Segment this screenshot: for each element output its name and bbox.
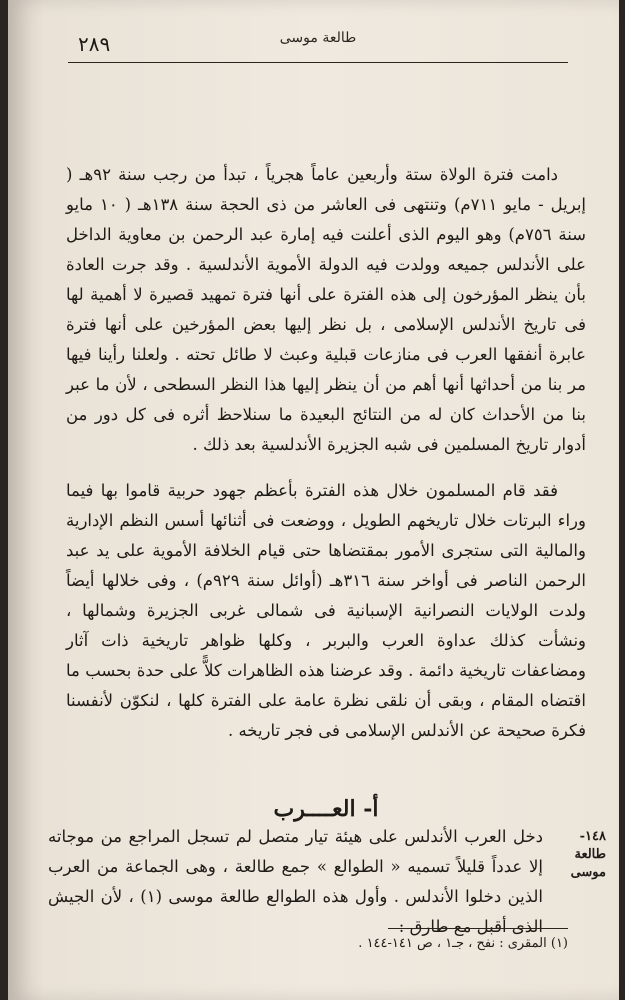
page-header (68, 28, 568, 63)
margin-note: ١٤٨- طالعة موسى (570, 829, 606, 880)
page-body (66, 160, 586, 836)
footnote: (١) المقرى : نفح ، جـ١ ، ص ١٤١-١٤٤ . (358, 936, 568, 951)
book-page (8, 0, 619, 1000)
page-number: ٢٨٩ (78, 32, 111, 56)
section-paragraph: دخل العرب الأندلس على هيئة تيار متصل لم تسجل المراجع من موجاته إلا عدداً قليلاً تسميه « الطوالع » جمع طالعة ، وهى الجماعة من العرب الذين دخلوا الأندلس . وأول هذه الطوالع طالعة موسى (١) ، لأن الجيش الذى أقبل مع طارق : (48, 827, 543, 936)
running-title: طالعة موسى (279, 30, 357, 46)
footnote-divider (388, 928, 568, 929)
section-heading: أ- العــــرب (273, 796, 379, 822)
paragraph-2: فقد قام المسلمون خلال هذه الفترة بأعظم جهود حربية قاموا بها فيما وراء البرتات خلال تاريخهم الطويل ، ووضعت فى أثنائها أسس النظم الإدارية والمالية التى ستجرى الأمور بمقتضاها حتى قيام الخلافة الأموية على يد عبد الرحمن الناصر فى أواخر سنة ٣١٦هـ (أوائل سنة ٩٢٩م) ، وفى خلالها أيضاً ولدت الولايات النصرانية الإسبانية فى شمالى غربى الجزيرة وشمالها ، ونشأت كذلك عداوة العرب والبربر ، وكلها ظواهر تاريخية ذات آثار ومضاعفات تاريخية دائمة . وقد عرضنا هذه الظاهرات كلاًّ على حدة بحسب ما اقتضاه المقام ، وبقى أن نلقى نظرة عامة على الفترة كلها ، لنكوّن لأنفسنا فكرة صحيحة عن الأندلس الإسلامى فى فجر تاريخه . (66, 481, 586, 740)
paragraph-1: دامت فترة الولاة ستة وأربعين عاماً هجرياً ، تبدأ من رجب سنة ٩٢هـ ( إبريل - مايو ٧١١م) وتنتهى فى العاشر من ذى الحجة سنة ١٣٨هـ ( ١٠ مايو سنة ٧٥٦م) وهو اليوم الذى أعلنت فيه إمارة عبد الرحمن بن معاوية الداخل على الأندلس جميعه وولدت فيه الدولة الأموية الأندلسية . وقد جرت العادة بأن ينظر المؤرخون إلى هذه الفترة على أنها فترة تمهيد قصيرة لا أهمية لها فى تاريخ الأندلس الإسلامى ، بل نظر إليها بعض المؤرخين على أنها فترة عابرة أنفقها العرب فى منازعات قبلية وعبث لا طائل تحته . ولعلنا رأينا فيها مر بنا من أحداثها أنها أهم من أن ينظر إليها هذا النظر السطحى ، لأن ما عبر بنا من الأحداث كان له من النتائج البعيدة ما سنلاحظ أثره فى كل دور من أدوار تاريخ المسلمين فى شبه الجزيرة الأندلسية بعد ذلك . (66, 165, 587, 454)
